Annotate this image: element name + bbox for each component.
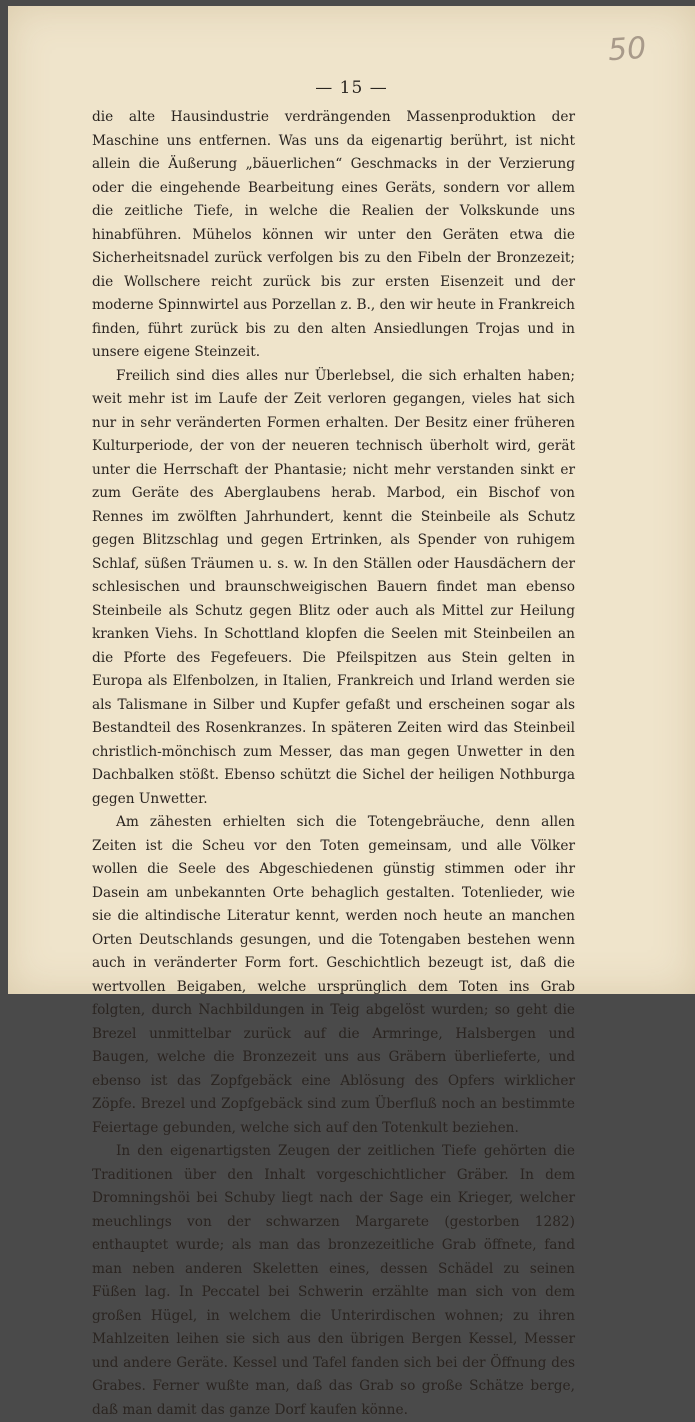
paragraph-3: Am zähesten erhielten sich die Totengebräuche, denn allen Zeiten ist die Scheu vor den Toten gemeinsam, und alle Völker wollen die Seele des Abgeschiedenen günstig stimmen oder ihr Dasein am unbekannten Orte behaglich gestalten. Totenlieder, wie sie die altindische Literatur kennt, werden noch heute an manchen Orten Deutschlands gesungen, und die Totengaben bestehen wenn auch in veränderter Form fort. Geschichtlich bezeugt ist, daß die wertvollen Beigaben, welche ursprünglich dem Toten ins Grab folgten, durch Nachbildungen in Teig abgelöst wurden; so geht die Brezel unmittelbar zurück auf die Armringe, Halsbergen und Baugen, welche die Bronzezeit uns aus Gräbern überlieferte, und ebenso ist das Zopfgebäck eine Ablösung des Opfers wirklicher Zöpfe. Brezel und Zopfgebäck sind zum Überfluß noch an bestimmte Feiertage gebunden, welche sich auf den Totenkult beziehen. [92, 814, 575, 1136]
body-text [92, 106, 575, 1422]
paragraph-1: die alte Hausindustrie verdrängenden Massenproduktion der Maschine uns entfernen. Was uns da eigenartig berührt, ist nicht allein die Äußerung „bäuerlichen“ Geschmacks in der Verzierung oder die eingehende Bearbeitung eines Geräts, sondern vor allem die zeitliche Tiefe, in welche die Realien der Volkskunde uns hinabführen. Mühelos können wir unter den Geräten etwa die Sicherheitsnadel zurück verfolgen bis zu den Fibeln der Bronzezeit; die Wollschere reicht zurück bis zur ersten Eisenzeit und der moderne Spinnwirtel aus Porzellan z. B., den wir heute in Frankreich finden, führt zurück bis zu den alten Ansiedlungen Trojas und in unsere eigene Steinzeit. [92, 109, 575, 360]
archive-page-mark: 50 [606, 30, 648, 69]
paragraph-4: In den eigenartigsten Zeugen der zeitlichen Tiefe gehörten die Traditionen über den Inhalt vorgeschichtlicher Gräber. In dem Dromningshöi bei Schuby liegt nach der Sage ein Krieger, welcher meuchlings von der schwarzen Margarete (gestorben 1282) enthauptet wurde; als man das bronzezeitliche Grab öffnete, fand man neben anderen Skeletten eines, dessen Schädel zu seinen Füßen lag. In Peccatel bei Schwerin erzählte man sich von dem großen Hügel, in welchem die Unterirdischen wohnen; zu ihren Mahlzeiten leihen sie sich aus den übrigen Bergen Kessel, Messer und andere Geräte. Kessel und Tafel fanden sich bei der Öffnung des Grabes. Ferner wußte man, daß das Grab so große Schätze berge, daß man damit das ganze Dorf kaufen könne. [92, 1143, 575, 1418]
book-page [8, 6, 695, 1418]
page-number: — 15 — [315, 78, 388, 98]
paragraph-2: Freilich sind dies alles nur Überlebsel, die sich erhalten haben; weit mehr ist im Laufe der Zeit verloren gegangen, vieles hat sich nur in sehr veränderten Formen erhalten. Der Besitz einer früheren Kulturperiode, der von der neueren technisch überholt wird, gerät unter die Herrschaft der Phantasie; nicht mehr verstanden sinkt er zum Geräte des Aberglaubens herab. Marbod, ein Bischof von Rennes im zwölften Jahrhundert, kennt die Steinbeile als Schutz gegen Blitzschlag und gegen Ertrinken, als Spender von ruhigem Schlaf, süßen Träumen u. s. w. In den Ställen oder Hausdächern der schlesischen und braunschweigischen Bauern findet man ebenso Steinbeile als Schutz gegen Blitz oder auch als Mittel zur Heilung kranken Viehs. In Schottland klopfen die Seelen mit Steinbeilen an die Pforte des Fegefeuers. Die Pfeilspitzen aus Stein gelten in Europa als Elfenbolzen, in Italien, Frankreich und Irland werden sie als Talismane in Silber und Kupfer gefaßt und erscheinen sogar als Bestandteil des Rosenkranzes. In späteren Zeiten wird das Steinbeil christlich-mönchisch zum Messer, das man gegen Unwetter in den Dachbalken stößt. Ebenso schützt die Sichel der heiligen Nothburga gegen Unwetter. [92, 367, 575, 807]
